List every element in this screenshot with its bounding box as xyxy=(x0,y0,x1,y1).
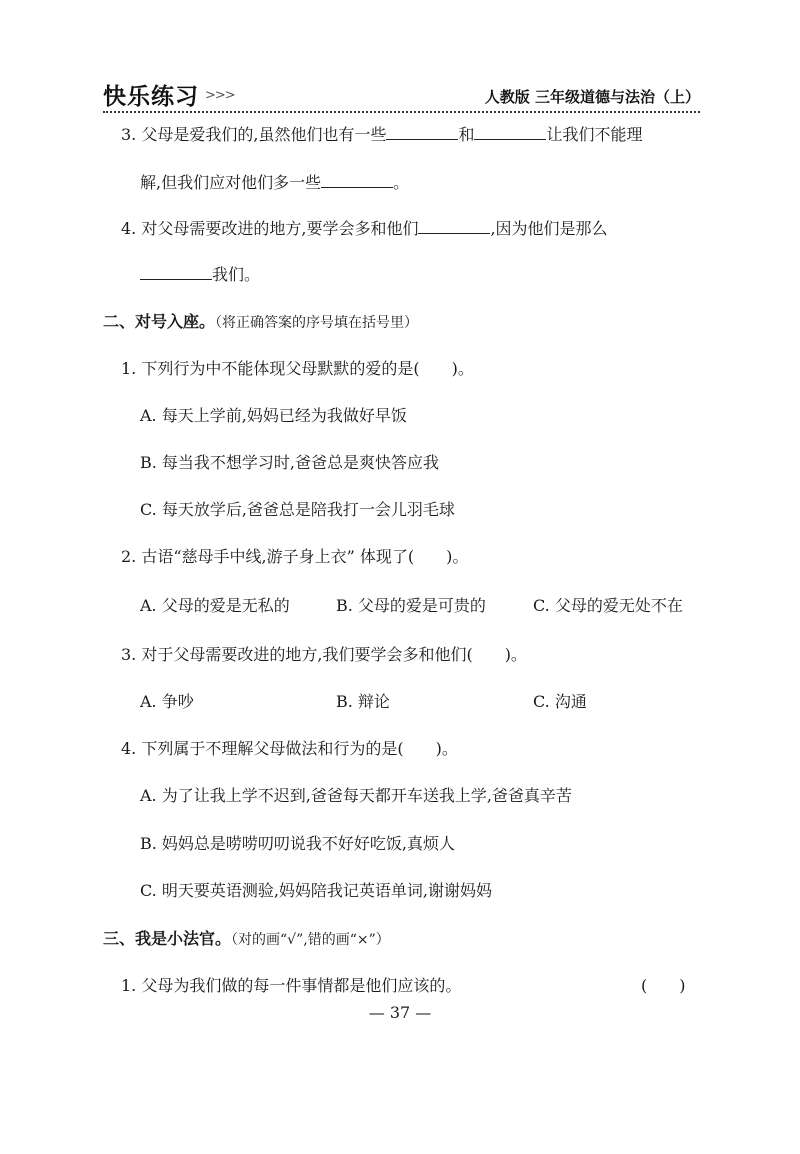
question-number: 4. xyxy=(121,219,137,238)
question-text: 下列属于不理解父母做法和行为的是( )。 xyxy=(141,739,458,758)
mc-q4-stem xyxy=(121,739,458,759)
mc-q1-stem xyxy=(121,359,474,379)
answer-blank[interactable] xyxy=(386,124,458,140)
page-number: — 37 — xyxy=(368,1003,432,1022)
question-number: 2. xyxy=(121,547,137,566)
question-text: ,因为他们是那么 xyxy=(490,219,608,238)
question-text: 父母为我们做的每一件事情都是他们应该的。 xyxy=(141,976,462,995)
mc-q2-option-c: C. 父母的爱无处不在 xyxy=(533,596,683,615)
mc-q2-stem xyxy=(121,547,468,567)
question-text: 古语“慈母手中线,游子身上衣” 体现了( )。 xyxy=(141,547,469,566)
chevron-icon: >>> xyxy=(205,88,235,103)
fill-in-q3-line1 xyxy=(121,124,642,145)
page-header xyxy=(103,78,700,112)
header-divider xyxy=(103,111,700,113)
book-edition: 人教版 三年级道德与法治（上） xyxy=(484,88,700,106)
question-text: 解,但我们应对他们多一些 xyxy=(140,173,322,192)
mc-q3-stem xyxy=(121,645,527,665)
question-text: 对父母需要改进的地方,要学会多和他们 xyxy=(141,219,419,238)
question-number: 3. xyxy=(121,125,137,144)
question-text: 对于父母需要改进的地方,我们要学会多和他们( )。 xyxy=(141,645,527,664)
mc-q2-option-a: A. 父母的爱是无私的 xyxy=(140,596,290,615)
answer-blank[interactable] xyxy=(140,264,212,280)
question-number: 1. xyxy=(121,359,137,378)
section-note: （将正确答案的序号填在括号里） xyxy=(215,315,419,331)
question-number: 3. xyxy=(121,645,137,664)
question-number: 4. xyxy=(121,739,137,758)
answer-blank[interactable] xyxy=(474,124,546,140)
section-title: 三、我是小法官。 xyxy=(103,929,232,948)
fill-in-q3-line2 xyxy=(140,172,409,193)
section2-heading xyxy=(103,312,418,333)
mc-q3-option-a: A. 争吵 xyxy=(140,692,194,711)
mc-q1-option-c: C. 每天放学后,爸爸总是陪我打一会儿羽毛球 xyxy=(140,500,455,519)
mc-q2-option-b: B. 父母的爱是可贵的 xyxy=(336,596,486,615)
brand-title: 快乐练习 xyxy=(103,84,199,110)
answer-blank[interactable] xyxy=(418,218,490,234)
question-text: 让我们不能理 xyxy=(546,125,643,144)
question-text: 父母是爱我们的,虽然他们也有一些 xyxy=(141,125,387,144)
question-text: 下列行为中不能体现父母默默的爱的是( )。 xyxy=(141,359,474,378)
mc-q4-option-b: B. 妈妈总是唠唠叨叨说我不好好吃饭,真烦人 xyxy=(140,834,456,853)
fill-in-q4-line1 xyxy=(121,218,608,239)
mc-q4-option-c: C. 明天要英语测验,妈妈陪我记英语单词,谢谢妈妈 xyxy=(140,881,493,900)
question-text: 。 xyxy=(393,173,410,192)
section-note: （对的画“√”,错的画“×”） xyxy=(231,932,390,948)
mc-q3-option-b: B. 辩论 xyxy=(336,692,390,711)
fill-in-q4-line2 xyxy=(140,264,260,285)
judge-q1-answer-paren[interactable]: ( ) xyxy=(641,976,686,995)
answer-blank[interactable] xyxy=(321,172,393,188)
section3-heading xyxy=(103,929,390,950)
mc-q1-option-b: B. 每当我不想学习时,爸爸总是爽快答应我 xyxy=(140,453,440,472)
mc-q3-option-c: C. 沟通 xyxy=(533,692,587,711)
section-title: 二、对号入座。 xyxy=(103,312,216,331)
question-number: 1. xyxy=(121,976,137,995)
mc-q1-option-a: A. 每天上学前,妈妈已经为我做好早饭 xyxy=(140,406,407,425)
question-text: 我们。 xyxy=(212,265,261,284)
judge-q1-stem xyxy=(121,976,461,996)
question-text: 和 xyxy=(458,125,475,144)
mc-q4-option-a: A. 为了让我上学不迟到,爸爸每天都开车送我上学,爸爸真辛苦 xyxy=(140,786,572,805)
